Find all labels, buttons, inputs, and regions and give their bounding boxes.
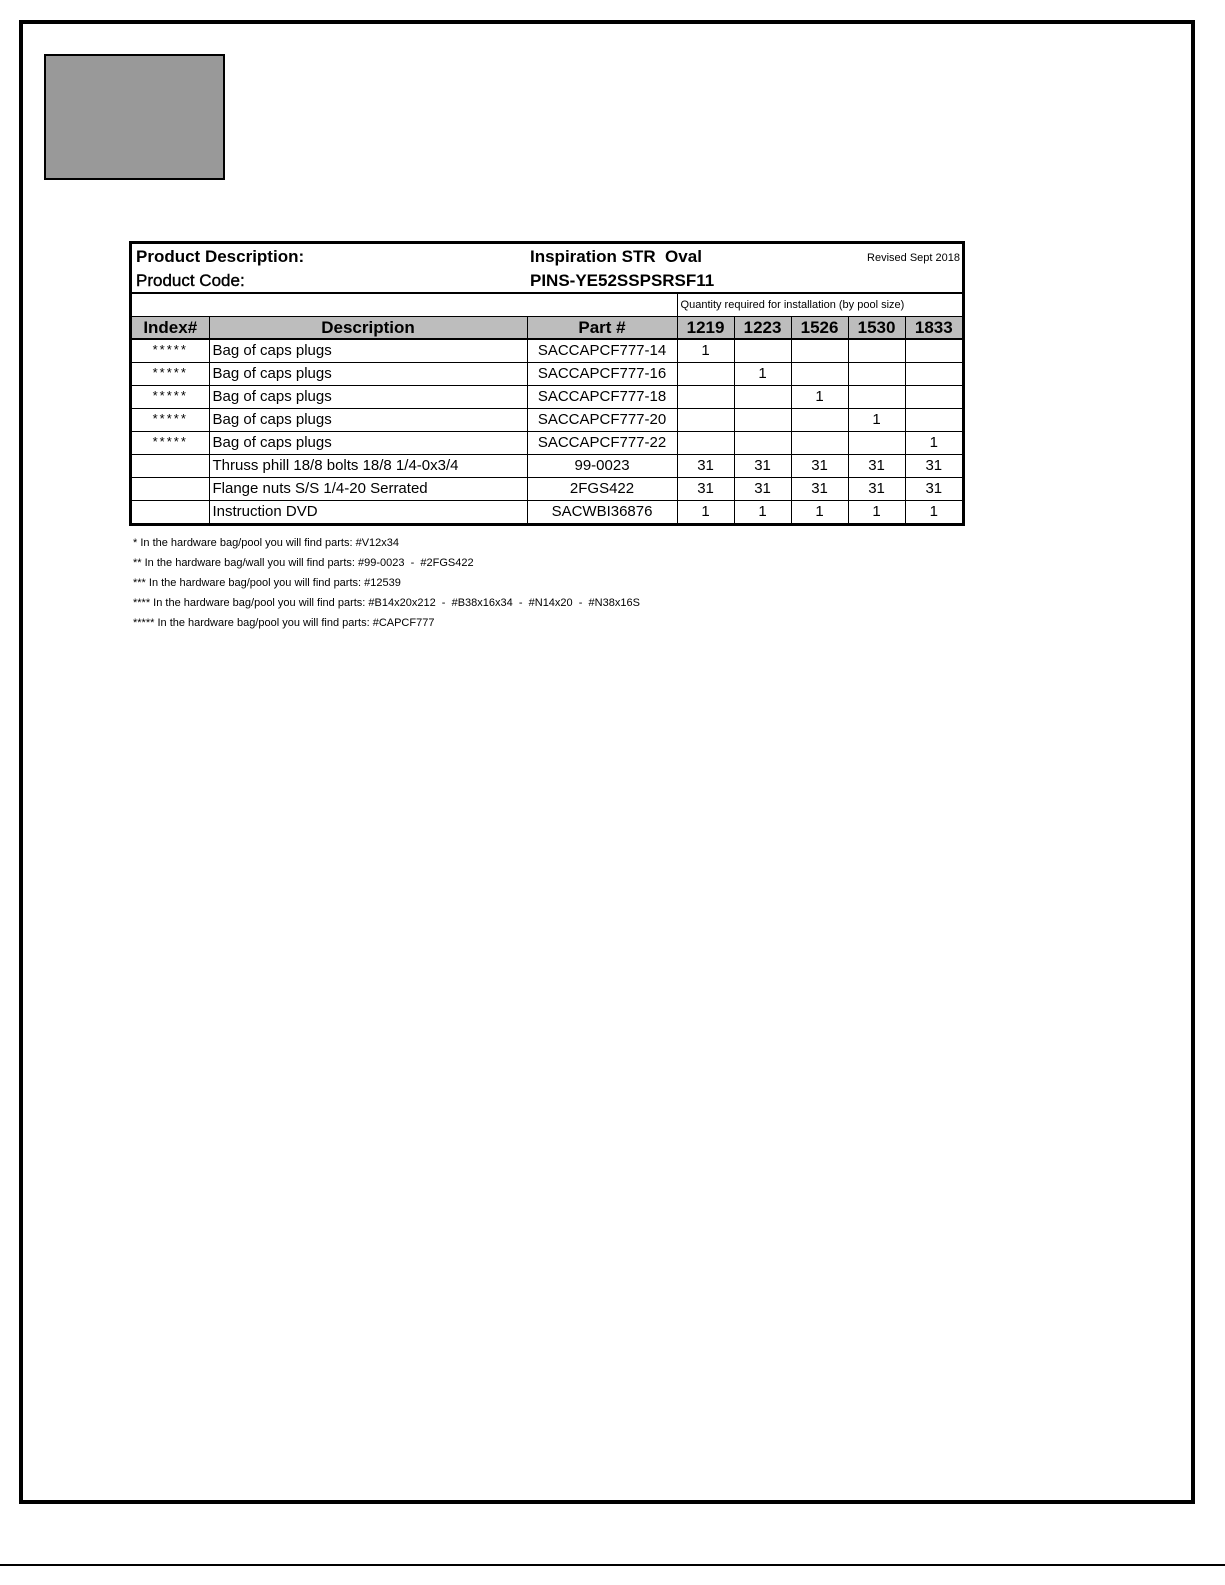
quantity-cell — [791, 409, 848, 432]
quantity-cell: 1 — [677, 339, 734, 363]
footnote: * In the hardware bag/pool you will find parts: #V12x34 — [133, 537, 399, 549]
quantity-cell: 31 — [791, 478, 848, 501]
quantity-cell: 1 — [677, 501, 734, 524]
sheet-header — [132, 244, 962, 294]
description-cell: Bag of caps plugs — [209, 363, 527, 386]
table-row — [132, 409, 962, 432]
quantity-cell — [848, 363, 905, 386]
revised-date: Revised Sept 2018 — [867, 252, 960, 264]
product-description-value: Inspiration STR Oval — [530, 247, 702, 266]
bottom-rule — [0, 1564, 1225, 1566]
quantity-cell: 1 — [734, 501, 791, 524]
index-cell: ***** — [132, 409, 209, 432]
parts-table — [132, 294, 962, 523]
quantity-cell — [734, 409, 791, 432]
quantity-cell — [677, 386, 734, 409]
quantity-cell — [734, 339, 791, 363]
table-row — [132, 363, 962, 386]
product-code-value: PINS-YE52SSPSRSF11 — [530, 271, 715, 290]
column-header: Part # — [527, 317, 677, 340]
index-cell: ***** — [132, 386, 209, 409]
part-number-cell: SACCAPCF777-16 — [527, 363, 677, 386]
product-description-label: Product Description: — [136, 247, 305, 266]
part-number-cell: 99-0023 — [527, 455, 677, 478]
quantity-cell — [791, 363, 848, 386]
quantity-cell — [848, 339, 905, 363]
table-row — [132, 432, 962, 455]
parts-sheet — [129, 241, 965, 526]
quantity-cell: 31 — [677, 478, 734, 501]
quantity-cell: 31 — [848, 478, 905, 501]
quantity-cell: 1 — [791, 386, 848, 409]
footnote: *** In the hardware bag/pool you will find parts: #12539 — [133, 577, 401, 589]
description-cell: Bag of caps plugs — [209, 386, 527, 409]
index-cell — [132, 478, 209, 501]
quantity-cell: 31 — [734, 478, 791, 501]
table-row — [132, 386, 962, 409]
quantity-cell — [791, 339, 848, 363]
description-cell: Instruction DVD — [209, 501, 527, 524]
quantity-cell: 1 — [734, 363, 791, 386]
index-cell: ***** — [132, 339, 209, 363]
index-cell — [132, 455, 209, 478]
table-row — [132, 455, 962, 478]
index-cell: ***** — [132, 363, 209, 386]
footnote: ** In the hardware bag/wall you will find parts: #99-0023 - #2FGS422 — [133, 557, 474, 569]
part-number-cell: SACCAPCF777-18 — [527, 386, 677, 409]
footnote: ***** In the hardware bag/pool you will find parts: #CAPCF777 — [133, 617, 435, 629]
quantity-cell: 31 — [848, 455, 905, 478]
quantity-cell — [905, 409, 962, 432]
description-cell: Flange nuts S/S 1/4-20 Serrated — [209, 478, 527, 501]
part-number-cell: SACWBI36876 — [527, 501, 677, 524]
quantity-cell — [677, 409, 734, 432]
column-header: 1530 — [848, 317, 905, 340]
quantity-cell — [848, 386, 905, 409]
index-cell — [132, 501, 209, 524]
quantity-cell — [734, 386, 791, 409]
column-header: 1833 — [905, 317, 962, 340]
quantity-cell: 31 — [905, 455, 962, 478]
column-header: 1223 — [734, 317, 791, 340]
quantity-cell: 1 — [791, 501, 848, 524]
part-number-cell: SACCAPCF777-20 — [527, 409, 677, 432]
table-row — [132, 339, 962, 363]
product-code-label: Product Code: — [136, 271, 245, 290]
description-cell: Thruss phill 18/8 bolts 18/8 1/4-0x3/4 — [209, 455, 527, 478]
quantity-cell: 1 — [905, 501, 962, 524]
description-cell: Bag of caps plugs — [209, 432, 527, 455]
quantity-cell — [905, 339, 962, 363]
footnotes — [133, 533, 640, 633]
column-header-row — [132, 317, 962, 340]
quantity-cell — [848, 432, 905, 455]
quantity-cell: 1 — [848, 501, 905, 524]
quantity-cell — [791, 432, 848, 455]
logo-placeholder — [44, 54, 225, 180]
table-row — [132, 478, 962, 501]
quantity-cell — [734, 432, 791, 455]
column-header: 1219 — [677, 317, 734, 340]
quantity-cell: 31 — [905, 478, 962, 501]
quantity-cell — [905, 386, 962, 409]
index-cell: ***** — [132, 432, 209, 455]
quantity-cell: 1 — [848, 409, 905, 432]
quantity-cell: 31 — [677, 455, 734, 478]
description-cell: Bag of caps plugs — [209, 339, 527, 363]
quantity-caption-row — [132, 294, 962, 317]
description-cell: Bag of caps plugs — [209, 409, 527, 432]
part-number-cell: SACCAPCF777-14 — [527, 339, 677, 363]
part-number-cell: SACCAPCF777-22 — [527, 432, 677, 455]
part-number-cell: 2FGS422 — [527, 478, 677, 501]
quantity-cell: 31 — [734, 455, 791, 478]
table-row — [132, 501, 962, 524]
footnote: **** In the hardware bag/pool you will find parts: #B14x20x212 - #B38x16x34 - #N14x20 - #N38x16S — [133, 597, 640, 609]
quantity-cell — [905, 363, 962, 386]
caption-spacer — [132, 294, 677, 317]
quantity-cell — [677, 363, 734, 386]
quantity-cell: 1 — [905, 432, 962, 455]
column-header: Index# — [132, 317, 209, 340]
quantity-caption: Quantity required for installation (by pool size) — [677, 294, 962, 317]
quantity-cell: 31 — [791, 455, 848, 478]
column-header: Description — [209, 317, 527, 340]
column-header: 1526 — [791, 317, 848, 340]
quantity-cell — [677, 432, 734, 455]
